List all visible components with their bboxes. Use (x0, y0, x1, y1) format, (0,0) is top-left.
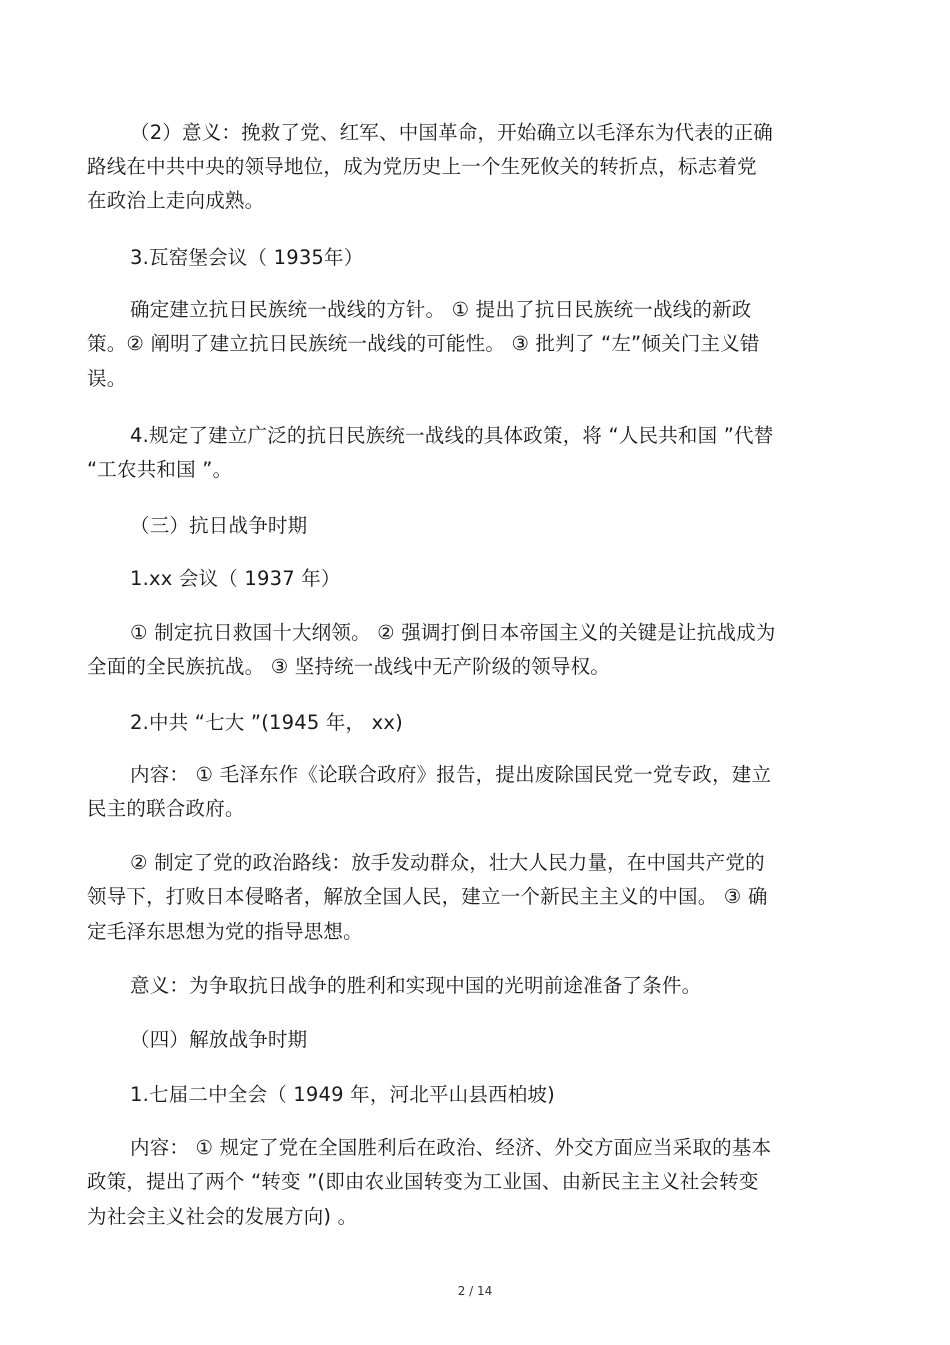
text-line: 政策，提出了两个 “转变 ”(即由农业国转变为工业国、由新民主主义社会转变 (87, 1170, 759, 1193)
text-line: 在政治上走向成熟。 (87, 189, 265, 212)
text-line: ② 制定了党的政治路线：放手发动群众，壮大人民力量，在中国共产党的 (130, 851, 765, 874)
section-heading: 2.中共 “七大 ”(1945 年， xx) (130, 711, 403, 734)
section-heading: （四）解放战争时期 (130, 1028, 308, 1051)
text-line: 意义：为争取抗日战争的胜利和实现中国的光明前途准备了条件。 (130, 974, 702, 997)
text-line: 民主的联合政府。 (87, 797, 245, 820)
text-line: 4.规定了建立广泛的抗日民族统一战线的具体政策，将 “人民共和国 ”代替 (130, 424, 774, 447)
section-heading: 3.瓦窑堡会议（ 1935年） (130, 246, 364, 269)
text-line: 为社会主义社会的发展方向) 。 (87, 1205, 358, 1228)
text-line: 全面的全民族抗战。 ③ 坚持统一战线中无产阶级的领导权。 (87, 655, 610, 678)
text-line: 内容： ① 毛泽东作《论联合政府》报告，提出废除国民党一党专政，建立 (130, 763, 772, 786)
text-line: 路线在中共中央的领导地位，成为党历史上一个生死攸关的转折点，标志着党 (87, 155, 757, 178)
section-heading: 1.七届二中全会（ 1949 年，河北平山县西柏坡) (130, 1083, 555, 1106)
section-heading: （三）抗日战争时期 (130, 514, 308, 537)
text-line: 定毛泽东思想为党的指导思想。 (87, 920, 363, 943)
page-number: 2 / 14 (457, 1284, 493, 1298)
text-line: 策。② 阐明了建立抗日民族统一战线的可能性。 ③ 批判了 “左”倾关门主义错 (87, 332, 760, 355)
text-line: 领导下，打败日本侵略者，解放全国人民，建立一个新民主主义的中国。 ③ 确 (87, 885, 768, 908)
text-line: 内容： ① 规定了党在全国胜利后在政治、经济、外交方面应当采取的基本 (130, 1136, 772, 1159)
text-line: （2）意义：挽救了党、红军、中国革命，开始确立以毛泽东为代表的正确 (130, 121, 774, 144)
text-line: “工农共和国 ”。 (87, 458, 233, 481)
text-line: ① 制定抗日救国十大纲领。 ② 强调打倒日本帝国主义的关键是让抗战成为 (130, 621, 776, 644)
text-line: 确定建立抗日民族统一战线的方针。 ① 提出了抗日民族统一战线的新政 (130, 298, 752, 321)
section-heading: 1.xx 会议（ 1937 年） (130, 567, 341, 590)
text-line: 误。 (87, 367, 127, 390)
